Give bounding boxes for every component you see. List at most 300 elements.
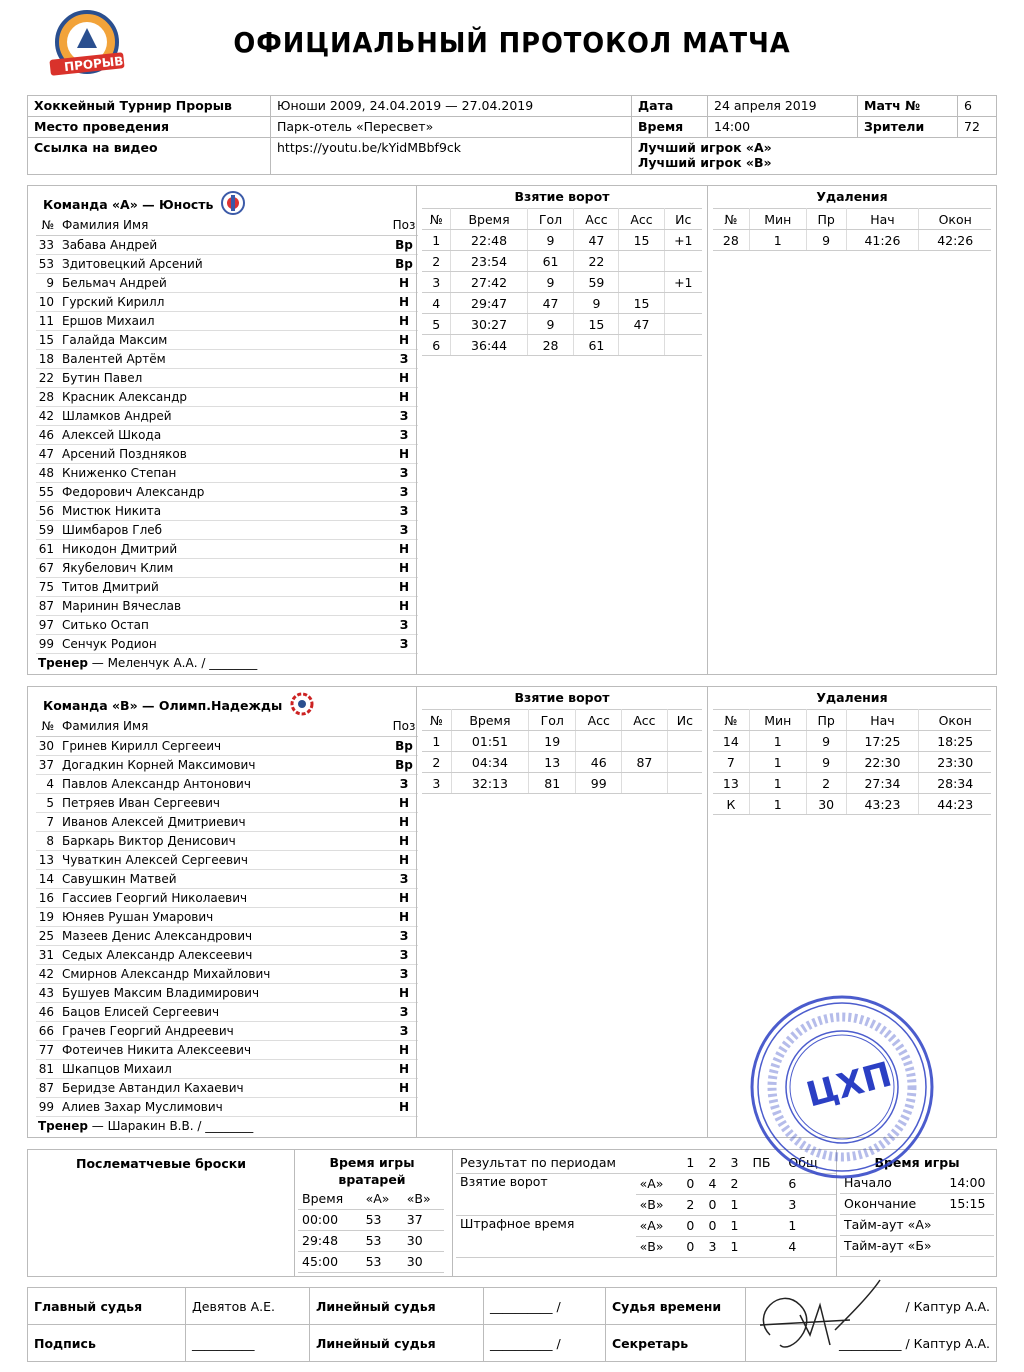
player-name: Савушкин Матвей bbox=[60, 869, 390, 888]
player-position: Н bbox=[390, 596, 418, 615]
goal-row bbox=[422, 293, 702, 314]
player-number: 87 bbox=[36, 1078, 60, 1097]
player-number: 5 bbox=[36, 793, 60, 812]
roster-row bbox=[36, 558, 418, 577]
penalty-row bbox=[713, 230, 991, 251]
grid-cell: 30:27 bbox=[451, 314, 527, 335]
grid-cell: 13 bbox=[713, 773, 749, 794]
roster-row bbox=[36, 1078, 418, 1097]
handwritten-signature bbox=[740, 1275, 890, 1365]
player-number: 16 bbox=[36, 888, 60, 907]
grid-cell: 1 bbox=[749, 752, 806, 773]
player-name: Ситько Остап bbox=[60, 615, 390, 634]
grid-cell: 53 bbox=[362, 1251, 403, 1272]
roster-row bbox=[36, 793, 418, 812]
player-number: 33 bbox=[36, 235, 60, 254]
player-number: 81 bbox=[36, 1059, 60, 1078]
grid-header-cell: Нач bbox=[846, 209, 919, 230]
grid-cell: 18:25 bbox=[919, 731, 991, 752]
player-name: Красник Александр bbox=[60, 387, 390, 406]
grid-cell: 9 bbox=[527, 230, 574, 251]
player-name: Бацов Елисей Сергеевич bbox=[60, 1002, 390, 1021]
date-value: 24 апреля 2019 bbox=[708, 96, 858, 117]
grid-cell: 87 bbox=[622, 752, 668, 773]
player-position: Н bbox=[390, 1078, 418, 1097]
player-name: Шимбаров Глеб bbox=[60, 520, 390, 539]
roster-row bbox=[36, 501, 418, 520]
period-header-cell: 1 bbox=[682, 1152, 704, 1173]
official-stamp bbox=[748, 993, 936, 1181]
grid-cell: 1 bbox=[749, 773, 806, 794]
player-position: Н bbox=[390, 273, 418, 292]
game-time-label: Окончание bbox=[840, 1193, 945, 1214]
team-a-coach-name: — Меленчук А.А. / ________ bbox=[91, 655, 258, 670]
player-name: Мистюк Никита bbox=[60, 501, 390, 520]
period-cell: «А» bbox=[636, 1215, 683, 1236]
grid-cell bbox=[619, 251, 664, 272]
grid-header-cell: Окон bbox=[919, 209, 991, 230]
player-name: Догадкин Корней Максимович bbox=[60, 755, 390, 774]
grid-cell bbox=[664, 335, 702, 356]
grid-cell: 1 bbox=[749, 731, 806, 752]
tournament-value: Юноши 2009, 24.04.2019 — 27.04.2019 bbox=[271, 96, 632, 117]
grid-header-cell: Пр bbox=[806, 209, 846, 230]
grid-cell: 5 bbox=[422, 314, 451, 335]
player-number: 22 bbox=[36, 368, 60, 387]
grid-header-cell: Время bbox=[451, 710, 528, 731]
goalie-time bbox=[298, 1154, 446, 1273]
grid-cell: 13 bbox=[529, 752, 576, 773]
goal-row bbox=[422, 230, 702, 251]
player-name: Шкапцов Михаил bbox=[60, 1059, 390, 1078]
roster-row bbox=[36, 387, 418, 406]
grid-cell bbox=[576, 731, 622, 752]
player-position: З bbox=[390, 774, 418, 793]
roster-row bbox=[36, 926, 418, 945]
player-number: 28 bbox=[36, 387, 60, 406]
roster-row bbox=[36, 292, 418, 311]
grid-cell: 22 bbox=[574, 251, 619, 272]
grid-header-cell: Гол bbox=[527, 209, 574, 230]
grid-header-cell: Нач bbox=[846, 710, 919, 731]
player-number: 67 bbox=[36, 558, 60, 577]
grid-cell: 1 bbox=[422, 230, 451, 251]
roster-row bbox=[36, 406, 418, 425]
grid-cell: 2 bbox=[422, 251, 451, 272]
roster-row bbox=[36, 444, 418, 463]
best-player-b-label: Лучший игрок «В» bbox=[638, 155, 772, 170]
date-label: Дата bbox=[632, 96, 708, 117]
player-name: Маринин Вячеслав bbox=[60, 596, 390, 615]
team-b-penalties-table bbox=[713, 709, 991, 815]
team-a-emblem-icon bbox=[221, 191, 245, 218]
player-position: З bbox=[390, 615, 418, 634]
period-cell: 1 bbox=[784, 1215, 836, 1236]
grid-cell: 23:54 bbox=[451, 251, 527, 272]
secretary-label: Секретарь bbox=[606, 1325, 746, 1362]
grid-cell: 28:34 bbox=[919, 773, 991, 794]
player-name: Бушуев Максим Владимирович bbox=[60, 983, 390, 1002]
best-players bbox=[632, 138, 997, 175]
period-cell: «В» bbox=[636, 1236, 683, 1257]
roster-row bbox=[36, 869, 418, 888]
player-number: 14 bbox=[36, 869, 60, 888]
grid-cell: 53 bbox=[362, 1230, 403, 1251]
player-number: 42 bbox=[36, 406, 60, 425]
player-position: З bbox=[390, 349, 418, 368]
player-number: 47 bbox=[36, 444, 60, 463]
timekeeper-value: / Каптур А.А. bbox=[746, 1288, 997, 1325]
roster-row bbox=[36, 330, 418, 349]
grid-cell: 41:26 bbox=[846, 230, 919, 251]
penalties-caption: Удаления bbox=[816, 189, 888, 204]
signature-value: __________ bbox=[186, 1325, 310, 1362]
player-position: З bbox=[390, 463, 418, 482]
grid-cell: 36:44 bbox=[451, 335, 527, 356]
player-name: Федорович Александр bbox=[60, 482, 390, 501]
grid-cell: 9 bbox=[806, 731, 846, 752]
player-position: Вр bbox=[390, 755, 418, 774]
time-value: 14:00 bbox=[708, 117, 858, 138]
player-position: Н bbox=[390, 812, 418, 831]
roster-row bbox=[36, 577, 418, 596]
grid-cell bbox=[667, 731, 702, 752]
player-name: Галайда Максим bbox=[60, 330, 390, 349]
grid-cell: 3 bbox=[422, 773, 451, 794]
player-position: З bbox=[390, 945, 418, 964]
grid-header-cell: Пр bbox=[806, 710, 846, 731]
player-name: Алиев Захар Муслимович bbox=[60, 1097, 390, 1116]
player-number: 37 bbox=[36, 755, 60, 774]
roster-row bbox=[36, 254, 418, 273]
player-number: 8 bbox=[36, 831, 60, 850]
grid-cell: 61 bbox=[527, 251, 574, 272]
grid-cell: 9 bbox=[527, 314, 574, 335]
grid-header-cell: Гол bbox=[529, 710, 576, 731]
secretary-value: __________ / Каптур А.А. bbox=[746, 1325, 997, 1362]
game-time-label: Тайм-аут «А» bbox=[840, 1214, 945, 1235]
coach-label: Тренер bbox=[38, 1118, 88, 1133]
game-time-value bbox=[945, 1235, 994, 1256]
goalie-time-caption: Время игры вратарей bbox=[329, 1155, 415, 1187]
roster-row bbox=[36, 831, 418, 850]
goalie-row bbox=[298, 1230, 444, 1251]
player-position: Н bbox=[390, 577, 418, 596]
game-time-value bbox=[945, 1214, 994, 1235]
player-name: Фотеичев Никита Алексеевич bbox=[60, 1040, 390, 1059]
grid-cell bbox=[619, 272, 664, 293]
player-position: З bbox=[390, 425, 418, 444]
grid-cell bbox=[619, 335, 664, 356]
grid-header-cell: Мин bbox=[749, 209, 806, 230]
main-judge-value: Девятов А.Е. bbox=[186, 1288, 310, 1325]
period-header-cell: Общ bbox=[784, 1152, 836, 1173]
player-position: Н bbox=[390, 983, 418, 1002]
player-number: 13 bbox=[36, 850, 60, 869]
match-value: 6 bbox=[958, 96, 997, 117]
player-name: Беридзе Автандил Кахаевич bbox=[60, 1078, 390, 1097]
player-name: Здитовецкий Арсений bbox=[60, 254, 390, 273]
player-position: Н bbox=[390, 368, 418, 387]
roster-row bbox=[36, 349, 418, 368]
team-b-emblem-icon bbox=[290, 692, 314, 719]
player-position: Н bbox=[390, 558, 418, 577]
period-cell: 1 bbox=[726, 1215, 748, 1236]
player-name: Мазеев Денис Александрович bbox=[60, 926, 390, 945]
signature-label: Подпись bbox=[28, 1325, 186, 1362]
grid-cell: 4 bbox=[422, 293, 451, 314]
grid-header-row bbox=[298, 1188, 444, 1209]
grid-cell bbox=[664, 314, 702, 335]
grid-cell: 61 bbox=[574, 335, 619, 356]
player-number: 43 bbox=[36, 983, 60, 1002]
player-name: Гурский Кирилл bbox=[60, 292, 390, 311]
goalie-time-table bbox=[298, 1188, 444, 1273]
roster-row bbox=[36, 482, 418, 501]
roster-row bbox=[36, 1040, 418, 1059]
player-position: Н bbox=[390, 1059, 418, 1078]
grid-cell bbox=[664, 251, 702, 272]
period-cell: 2 bbox=[726, 1173, 748, 1194]
player-position: Н bbox=[390, 1040, 418, 1059]
grid-cell: 1 bbox=[749, 794, 806, 815]
team-b-title: Команда «В» — Олимп.Надежды bbox=[43, 697, 283, 713]
roster-row bbox=[36, 1059, 418, 1078]
player-number: 7 bbox=[36, 812, 60, 831]
penalty-row bbox=[713, 731, 991, 752]
roster-row bbox=[36, 463, 418, 482]
team-a-penalties-table bbox=[713, 208, 991, 251]
grid-cell: 30 bbox=[403, 1230, 444, 1251]
player-number: 59 bbox=[36, 520, 60, 539]
player-number: 31 bbox=[36, 945, 60, 964]
player-position: З bbox=[390, 964, 418, 983]
grid-cell: 99 bbox=[576, 773, 622, 794]
main-judge-label: Главный судья bbox=[28, 1288, 186, 1325]
player-number: 48 bbox=[36, 463, 60, 482]
period-cell: 0 bbox=[704, 1215, 726, 1236]
line-judge2-value: __________ / bbox=[484, 1325, 606, 1362]
roster-row bbox=[36, 520, 418, 539]
player-name: Грачев Георгий Андреевич bbox=[60, 1021, 390, 1040]
period-cell: 3 bbox=[784, 1194, 836, 1215]
period-header-cell: 2 bbox=[704, 1152, 726, 1173]
grid-cell: 9 bbox=[806, 230, 846, 251]
goalie-row bbox=[298, 1251, 444, 1272]
player-number: 46 bbox=[36, 1002, 60, 1021]
grid-header-row bbox=[713, 209, 991, 230]
goal-row bbox=[422, 335, 702, 356]
grid-cell: 1 bbox=[422, 731, 451, 752]
timekeeper-label: Судья времени bbox=[606, 1288, 746, 1325]
player-name: Арсений Поздняков bbox=[60, 444, 390, 463]
roster-row bbox=[36, 983, 418, 1002]
player-number: 18 bbox=[36, 349, 60, 368]
spectators-value: 72 bbox=[958, 117, 997, 138]
grid-header-cell: Ис bbox=[667, 710, 702, 731]
game-time-caption: Время игры bbox=[874, 1155, 960, 1170]
grid-cell: 04:34 bbox=[451, 752, 528, 773]
player-name: Чуваткин Алексей Сергеевич bbox=[60, 850, 390, 869]
player-number: 77 bbox=[36, 1040, 60, 1059]
period-cell: 1 bbox=[726, 1194, 748, 1215]
team-b-penalties bbox=[713, 687, 991, 815]
player-position: З bbox=[390, 406, 418, 425]
player-position: З bbox=[390, 634, 418, 653]
roster-row bbox=[36, 368, 418, 387]
roster-row bbox=[36, 1002, 418, 1021]
grid-cell: +1 bbox=[664, 230, 702, 251]
roster-row bbox=[36, 311, 418, 330]
grid-cell: 32:13 bbox=[451, 773, 528, 794]
grid-header-cell: Асс bbox=[619, 209, 664, 230]
player-number: 11 bbox=[36, 311, 60, 330]
player-number: 10 bbox=[36, 292, 60, 311]
player-position: З bbox=[390, 501, 418, 520]
player-position: З bbox=[390, 1002, 418, 1021]
grid-cell: 27:34 bbox=[846, 773, 919, 794]
logo-text: ПРОРЫВ bbox=[63, 53, 124, 75]
grid-header-cell: № bbox=[713, 710, 749, 731]
player-number: 46 bbox=[36, 425, 60, 444]
team-a-roster bbox=[28, 186, 416, 670]
period-cell: 6 bbox=[784, 1173, 836, 1194]
grid-cell: 28 bbox=[713, 230, 749, 251]
penalty-row bbox=[713, 794, 991, 815]
grid-header-cell: Окон bbox=[919, 710, 991, 731]
goal-row bbox=[422, 272, 702, 293]
goalie-row bbox=[298, 1209, 444, 1230]
grid-cell: 3 bbox=[422, 272, 451, 293]
grid-cell: 47 bbox=[574, 230, 619, 251]
player-number: 99 bbox=[36, 634, 60, 653]
grid-cell: 2 bbox=[806, 773, 846, 794]
grid-header-cell: Асс bbox=[574, 209, 619, 230]
player-number: 56 bbox=[36, 501, 60, 520]
roster-row bbox=[36, 945, 418, 964]
grid-cell: 43:23 bbox=[846, 794, 919, 815]
grid-cell: 1 bbox=[749, 230, 806, 251]
player-name: Якубелович Клим bbox=[60, 558, 390, 577]
period-header-cell: 3 bbox=[726, 1152, 748, 1173]
grid-header-row bbox=[422, 710, 702, 731]
player-position: З bbox=[390, 1021, 418, 1040]
roster-num-header: № bbox=[36, 216, 60, 235]
grid-header-cell: № bbox=[422, 710, 451, 731]
period-cell: 2 bbox=[682, 1194, 704, 1215]
grid-cell: 15 bbox=[619, 230, 664, 251]
period-header-cell: Результат по периодам bbox=[456, 1152, 682, 1173]
player-number: 25 bbox=[36, 926, 60, 945]
video-link[interactable]: https://youtu.be/kYidMBbf9ck bbox=[271, 138, 632, 175]
player-name: Гринев Кирилл Сергееич bbox=[60, 736, 390, 755]
roster-row bbox=[36, 964, 418, 983]
player-position: З bbox=[390, 869, 418, 888]
grid-header-cell: Мин bbox=[749, 710, 806, 731]
player-position: З bbox=[390, 482, 418, 501]
roster-row bbox=[36, 425, 418, 444]
roster-name-header: Фамилия Имя bbox=[60, 717, 390, 736]
team-a-coach bbox=[28, 654, 416, 670]
period-cell bbox=[749, 1215, 785, 1236]
grid-cell bbox=[664, 293, 702, 314]
line-judge-value: __________ / bbox=[484, 1288, 606, 1325]
player-name: Юняев Рушан Умарович bbox=[60, 907, 390, 926]
shootouts-label: Послематчевые броски bbox=[75, 1156, 246, 1171]
period-cell: 0 bbox=[682, 1236, 704, 1257]
grid-header-cell: «А» bbox=[362, 1188, 403, 1209]
goals-caption: Взятие ворот bbox=[514, 189, 610, 204]
grid-cell bbox=[622, 731, 668, 752]
grid-cell: 19 bbox=[529, 731, 576, 752]
grid-cell: 23:30 bbox=[919, 752, 991, 773]
grid-cell: 30 bbox=[403, 1251, 444, 1272]
player-name: Гассиев Георгий Николаевич bbox=[60, 888, 390, 907]
player-position: Н bbox=[390, 850, 418, 869]
player-name: Валентей Артём bbox=[60, 349, 390, 368]
period-pen-label: Штрафное время bbox=[456, 1215, 636, 1257]
best-player-a-label: Лучший игрок «А» bbox=[638, 140, 772, 155]
grid-header-cell: № bbox=[713, 209, 749, 230]
grid-header-cell: Асс bbox=[576, 710, 622, 731]
team-b-coach-name: — Шаракин В.В. / ________ bbox=[91, 1118, 254, 1133]
period-header-cell: ПБ bbox=[749, 1152, 785, 1173]
player-name: Ершов Михаил bbox=[60, 311, 390, 330]
video-label: Ссылка на видео bbox=[28, 138, 271, 175]
grid-cell bbox=[622, 773, 668, 794]
player-name: Книженко Степан bbox=[60, 463, 390, 482]
player-name: Смирнов Александр Михайлович bbox=[60, 964, 390, 983]
period-cell: 4 bbox=[704, 1173, 726, 1194]
roster-row bbox=[36, 539, 418, 558]
goal-row bbox=[422, 752, 702, 773]
grid-cell: 46 bbox=[576, 752, 622, 773]
roster-row bbox=[36, 736, 418, 755]
grid-cell: 14 bbox=[713, 731, 749, 752]
tournament-label: Хоккейный Турнир Прорыв bbox=[28, 96, 271, 117]
player-name: Бутин Павел bbox=[60, 368, 390, 387]
goal-row bbox=[422, 773, 702, 794]
time-label: Время bbox=[632, 117, 708, 138]
player-number: 66 bbox=[36, 1021, 60, 1040]
goals-caption: Взятие ворот bbox=[514, 690, 610, 705]
grid-cell: 6 bbox=[422, 335, 451, 356]
grid-cell: 7 bbox=[713, 752, 749, 773]
penalties-caption: Удаления bbox=[816, 690, 888, 705]
roster-row bbox=[36, 596, 418, 615]
player-name: Иванов Алексей Дмитриевич bbox=[60, 812, 390, 831]
period-cell: «В» bbox=[636, 1194, 683, 1215]
roster-row bbox=[36, 615, 418, 634]
roster-row bbox=[36, 774, 418, 793]
roster-pos-header: Поз bbox=[390, 717, 418, 736]
grid-cell: 42:26 bbox=[919, 230, 991, 251]
period-cell: 4 bbox=[784, 1236, 836, 1257]
period-cell bbox=[749, 1236, 785, 1257]
roster-row bbox=[36, 850, 418, 869]
grid-cell: 2 bbox=[422, 752, 451, 773]
team-b-goals bbox=[422, 687, 702, 794]
player-name: Павлов Александр Антонович bbox=[60, 774, 390, 793]
game-time-value: 14:00 bbox=[945, 1172, 994, 1193]
roster-name-header: Фамилия Имя bbox=[60, 216, 390, 235]
grid-cell: 27:42 bbox=[451, 272, 527, 293]
team-b-roster-table bbox=[36, 717, 418, 1117]
match-info-table bbox=[27, 95, 997, 175]
roster-row bbox=[36, 755, 418, 774]
grid-header-row bbox=[713, 710, 991, 731]
roster-row bbox=[36, 634, 418, 653]
